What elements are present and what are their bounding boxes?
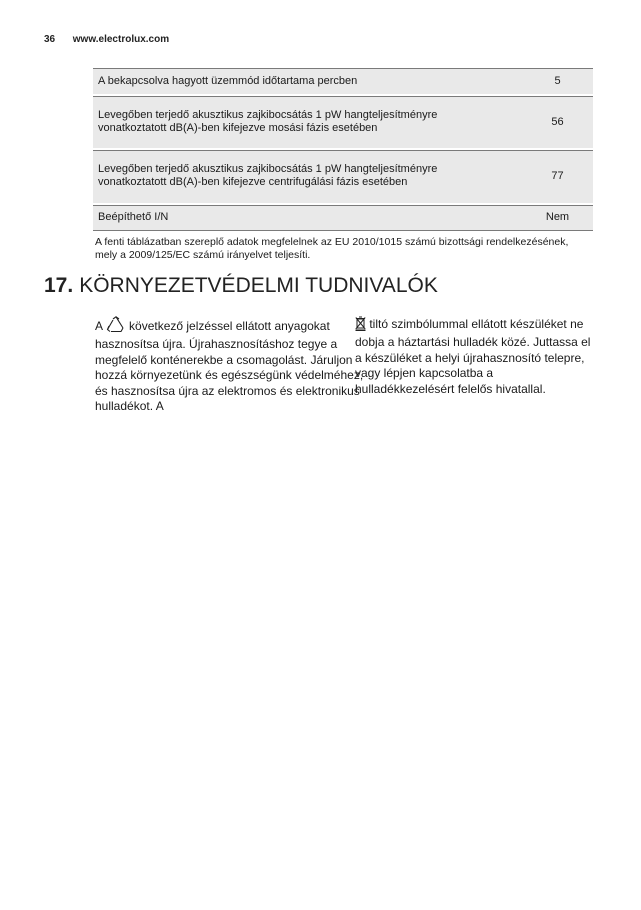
row-value: Nem [482,204,593,231]
page-number: 36 [44,34,56,45]
row-label: Levegőben terjedő akusztikus zajkibocsátás 1 pW hangteljesítményre vonatkoztatott dB(A)-ben kifejezve mosási fázis esetében [93,95,482,149]
row-value: 77 [482,149,593,204]
recycle-icon [106,316,126,337]
paragraph-text: tiltó szimbólummal ellátott készüléket ne dobja a háztartási hulladék közé. Juttassa el a készüléket a helyi újrahasznosító telepre, vagy lépjen kapcsolatba a hulladékkezelésért felelős hivatallal. [355,317,591,396]
row-label: A bekapcsolva hagyott üzemmód időtartama percben [93,69,482,96]
row-label: Beépíthető I/N [93,204,482,231]
page-header [44,34,169,45]
crossed-bin-icon [355,316,366,335]
site-url: www.electrolux.com [72,34,170,45]
paragraph-text: következő jelzéssel ellátott anyagokat hasznosítsa újra. Újrahasznosításhoz tegye a megfelelő konténerekbe a csomagolást. Járuljon hozzá környezetünk és egészségünk védelméhez, és hasznosítsa újra az elektromos és elektronikus hulladékot. A [95,319,364,414]
paragraph-lead: A [95,319,103,333]
disposal-paragraph [355,316,595,397]
table-row [93,95,593,149]
recycling-paragraph [95,316,365,414]
table-row [93,69,593,96]
row-value: 56 [482,95,593,149]
row-value: 5 [482,69,593,96]
spec-table [93,68,593,231]
table-row [93,204,593,231]
section-number: 17. [44,274,74,297]
row-label: Levegőben terjedő akusztikus zajkibocsátás 1 pW hangteljesítményre vonatkoztatott dB(A)-ben kifejezve centrifugálási fázis esetében [93,149,482,204]
section-heading [44,273,438,299]
section-title: KÖRNYEZETVÉDELMI TUDNIVALÓK [79,274,438,297]
table-note: A fenti táblázatban szereplő adatok megfelelnek az EU 2010/1015 számú bizottsági rendelkezésének, mely a 2009/125/EC számú irányelvet teljesíti. [95,236,569,261]
table-row [93,149,593,204]
